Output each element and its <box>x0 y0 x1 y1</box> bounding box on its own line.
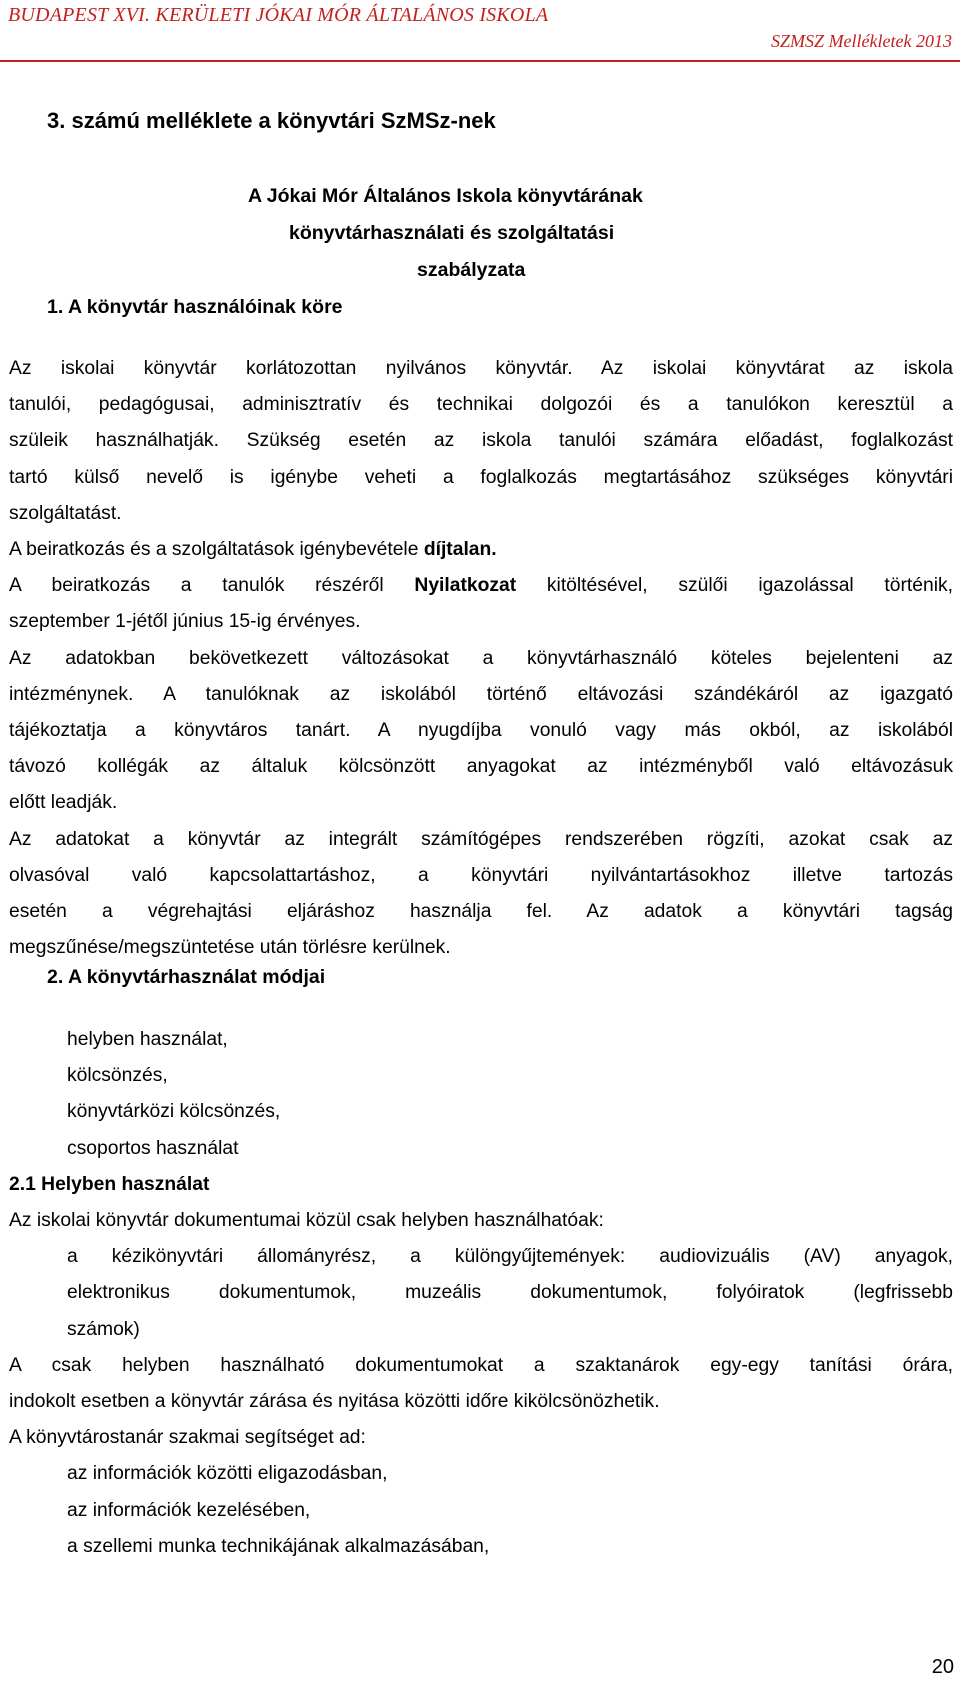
indented-line: számok) <box>67 1318 140 1340</box>
paragraph-line: Az adatokat a könyvtár az integrált számítógépes rendszerében rögzíti, azokat csak az <box>9 828 953 850</box>
paragraph-line: szeptember 1-jétől június 15-ig érvényes. <box>9 611 361 633</box>
text-span: kitöltésével, szülői igazolással történik, <box>516 575 954 597</box>
paragraph-line: tartó külső nevelő is igénybe veheti a foglalkozás megtartásához szükséges könyvtári <box>9 466 953 488</box>
list-item: kölcsönzés, <box>67 1065 168 1087</box>
document-title: 3. számú melléklete a könyvtári SzMSz-nek <box>47 108 496 133</box>
paragraph-line: távozó kollégák az általuk kölcsönzött anyagokat az intézményből való eltávozásuk <box>9 756 953 778</box>
text-span: A beiratkozás a tanulók részéről <box>9 575 415 597</box>
header-doc-ref: SZMSZ Mellékletek 2013 <box>771 31 952 51</box>
section2-heading: 2. A könyvtárhasználat módjai <box>47 966 326 988</box>
indented-line: a kézikönyvtári állományrész, a különgyűjtemények: audiovizuális (AV) anyagok, <box>67 1246 953 1268</box>
section2-list <box>9 1022 953 1565</box>
list-item: helyben használat, <box>67 1029 228 1050</box>
center-title-line3: szabályzata <box>417 259 526 281</box>
page-number: 20 <box>931 1656 954 1678</box>
paragraph-line: szolgáltatást. <box>9 502 122 524</box>
paragraph-line: olvasóval való kapcsolattartáshoz, a könyvtári nyilvántartásokhoz illetve tartozás <box>9 864 953 886</box>
paragraph-line: A csak helyben használható dokumentumokat a szaktanárok egy-egy tanítási órára, <box>9 1354 953 1376</box>
paragraph-line <box>9 532 953 568</box>
section21-heading: 2.1 Helyben használat <box>9 1173 210 1195</box>
paragraph-line <box>9 568 953 604</box>
paragraph-line: tájékoztatja a könyvtáros tanárt. A nyugdíjba vonuló vagy más okból, az iskolából <box>9 720 953 742</box>
list-item: könyvtárközi kölcsönzés, <box>67 1101 281 1123</box>
list-item: az információk közötti eligazodásban, <box>67 1463 388 1485</box>
text-span: A beiratkozás és a szolgáltatások igénybevétele <box>9 539 424 561</box>
center-title-line1: A Jókai Mór Általános Iskola könyvtárának <box>248 185 643 207</box>
paragraph-line: intézménynek. A tanulóknak az iskolából történő eltávozási szándékáról az igazgató <box>9 683 953 705</box>
paragraph-line: Az iskolai könyvtár korlátozottan nyilvános könyvtár. Az iskolai könyvtárat az iskola <box>9 358 953 379</box>
list-item: a szellemi munka technikájának alkalmazásában, <box>67 1535 490 1557</box>
indented-line: elektronikus dokumentumok, muzeális dokumentumok, folyóiratok (legfrissebb <box>67 1282 953 1304</box>
list-item: az információk kezelésében, <box>67 1499 311 1521</box>
paragraph-line: Az adatokban bekövetkezett változásokat a könyvtárhasználó köteles bejelenteni az <box>9 647 953 669</box>
paragraph-line: tanulói, pedagógusai, adminisztratív és technikai dolgozói és a tanulókon keresztül a <box>9 394 953 416</box>
header-school-name: BUDAPEST XVI. KERÜLETI JÓKAI MÓR ÁLTALÁNOS ISKOLA <box>8 4 549 26</box>
paragraph-line: indokolt esetben a könyvtár zárása és nyitása közötti időre kikölcsönözhetik. <box>9 1391 660 1413</box>
paragraph-line: A könyvtárostanár szakmai segítséget ad: <box>9 1427 366 1449</box>
page-header <box>0 0 960 86</box>
header-divider <box>0 60 960 62</box>
paragraph-line: esetén a végrehajtási eljáráshoz használja fel. Az adatok a könyvtári tagság <box>9 901 953 923</box>
paragraph-line: megszűnése/megszüntetése után törlésre kerülnek. <box>9 937 451 959</box>
section1-body <box>9 351 953 966</box>
paragraph-line: szüleik használhatják. Szükség esetén az iskola tanulói számára előadást, foglalkozást <box>9 430 953 452</box>
center-title-line2: könyvtárhasználati és szolgáltatási <box>289 222 615 244</box>
bold-text: díjtalan. <box>423 539 497 561</box>
bold-text: Nyilatkozat <box>414 575 517 597</box>
list-item: csoportos használat <box>67 1137 239 1159</box>
paragraph-line: Az iskolai könyvtár dokumentumai közül csak helyben használhatóak: <box>9 1210 604 1232</box>
section1-heading: 1. A könyvtár használóinak köre <box>47 296 343 318</box>
paragraph-line: előtt leadják. <box>9 792 118 814</box>
